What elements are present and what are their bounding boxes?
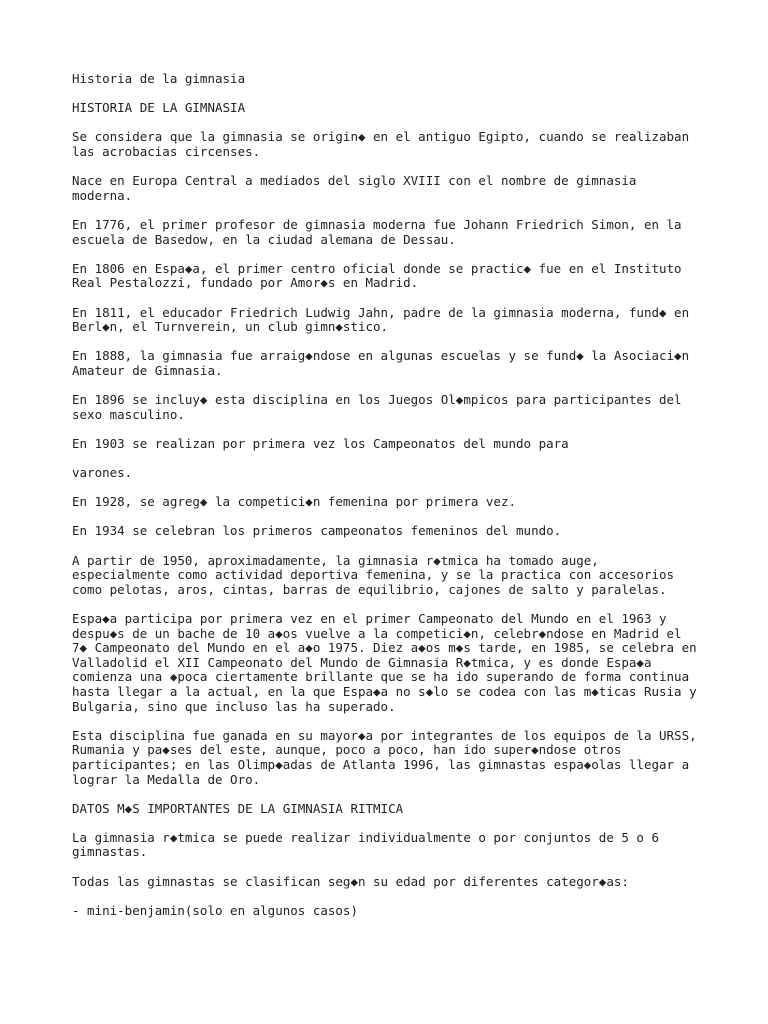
paragraph bbox=[72, 306, 708, 335]
paragraph bbox=[72, 875, 708, 890]
document-title bbox=[72, 72, 708, 87]
text-line: A partir de 1950, aproximadamente, la gimnasia r◆tmica ha tomado auge, bbox=[72, 552, 599, 568]
text-line: Nace en Europa Central a mediados del siglo XVIII con el nombre de gimnasia bbox=[72, 173, 637, 189]
paragraph bbox=[72, 904, 708, 919]
text-line: Esta disciplina fue ganada en su mayor◆a por integrantes de los equipos de la URSS, bbox=[72, 727, 697, 743]
paragraph bbox=[72, 495, 708, 510]
paragraph bbox=[72, 349, 708, 378]
paragraph bbox=[72, 831, 708, 860]
text-line: hasta llegar a la actual, en la que Espa◆a no s◆lo se codea con las m◆ticas Rusia y bbox=[72, 683, 697, 699]
text-line: despu◆s de un bache de 10 a◆os vuelve a la competici◆n, celebr◆ndose en Madrid el bbox=[72, 625, 682, 641]
text-line: DATOS M◆S IMPORTANTES DE LA GIMNASIA RITMICA bbox=[72, 800, 404, 816]
text-line: En 1776, el primer profesor de gimnasia moderna fue Johann Friedrich Simon, en la bbox=[72, 216, 682, 232]
paragraph bbox=[72, 466, 708, 481]
text-line: varones. bbox=[72, 465, 133, 481]
text-line: sexo masculino. bbox=[72, 406, 185, 422]
text-line: Berl◆n, el Turnverein, un club gimn◆stico. bbox=[72, 319, 389, 335]
text-line: En 1888, la gimnasia fue arraig◆ndose en algunas escuelas y se fund◆ la Asociaci◆n bbox=[72, 348, 690, 364]
text-line: Se considera que la gimnasia se origin◆ en el antiguo Egipto, cuando se realizaban bbox=[72, 129, 690, 145]
paragraph bbox=[72, 218, 708, 247]
text-line: Bulgaria, sino que incluso las ha superado. bbox=[72, 698, 396, 714]
paragraph bbox=[72, 262, 708, 291]
paragraph bbox=[72, 174, 708, 203]
text-line: moderna. bbox=[72, 187, 133, 203]
text-line: En 1811, el educador Friedrich Ludwig Jahn, padre de la gimnasia moderna, fund◆ en bbox=[72, 304, 690, 320]
text-line: como pelotas, aros, cintas, barras de equilibrio, cajones de salto y paralelas. bbox=[72, 581, 667, 597]
text-line: lograr la Medalla de Oro. bbox=[72, 771, 261, 787]
text-line: Espa◆a participa por primera vez en el primer Campeonato del Mundo en el 1963 y bbox=[72, 610, 667, 626]
text-line: escuela de Basedow, en la ciudad alemana de Dessau. bbox=[72, 231, 456, 247]
text-line: especialmente como actividad deportiva femenina, y se la practica con accesorios bbox=[72, 567, 675, 583]
text-line: Todas las gimnastas se clasifican seg◆n su edad por diferentes categor◆as: bbox=[72, 873, 629, 889]
document-body bbox=[72, 72, 708, 918]
text-line: En 1903 se realizan por primera vez los Campeonatos del mundo para bbox=[72, 435, 569, 451]
text-line: En 1806 en Espa◆a, el primer centro oficial donde se practic◆ fue en el Instituto bbox=[72, 260, 682, 276]
text-line: gimnastas. bbox=[72, 844, 148, 860]
text-line: Valladolid el XII Campeonato del Mundo de Gimnasia R◆tmica, y es donde Espa◆a bbox=[72, 654, 652, 670]
text-line: - mini-benjamin(solo en algunos casos) bbox=[72, 902, 358, 918]
document-heading bbox=[72, 101, 708, 116]
text-line: En 1928, se agreg◆ la competici◆n femenina por primera vez. bbox=[72, 494, 517, 510]
paragraph bbox=[72, 393, 708, 422]
text-line: Rumania y pa◆ses del este, aunque, poco a poco, han ido super◆ndose otros bbox=[72, 742, 622, 758]
paragraph bbox=[72, 612, 708, 714]
text-line: las acrobacias circenses. bbox=[72, 143, 261, 159]
text-line: La gimnasia r◆tmica se puede realizar individualmente o por conjuntos de 5 o 6 bbox=[72, 829, 659, 845]
paragraph bbox=[72, 802, 708, 817]
paragraph bbox=[72, 437, 708, 452]
text-line: Real Pestalozzi, fundado por Amor◆s en Madrid. bbox=[72, 275, 419, 291]
text-line: Amateur de Gimnasia. bbox=[72, 362, 223, 378]
text-line: En 1896 se incluy◆ esta disciplina en los Juegos Ol◆mpicos para participantes del bbox=[72, 392, 682, 408]
text-line: HISTORIA DE LA GIMNASIA bbox=[72, 100, 246, 116]
text-line: Historia de la gimnasia bbox=[72, 71, 246, 86]
paragraph bbox=[72, 524, 708, 539]
paragraph bbox=[72, 729, 708, 787]
text-line: 7◆ Campeonato del Mundo en el a◆o 1975. Diez a◆os m◆s tarde, en 1985, se celebra en bbox=[72, 640, 697, 656]
paragraph bbox=[72, 554, 708, 598]
text-line: participantes; en las Olimp◆adas de Atlanta 1996, las gimnastas espa◆olas llegar a bbox=[72, 756, 690, 772]
text-line: En 1934 se celebran los primeros campeonatos femeninos del mundo. bbox=[72, 523, 562, 539]
text-line: comienza una ◆poca ciertamente brillante que se ha ido superando de forma continua bbox=[72, 669, 690, 685]
paragraph bbox=[72, 130, 708, 159]
